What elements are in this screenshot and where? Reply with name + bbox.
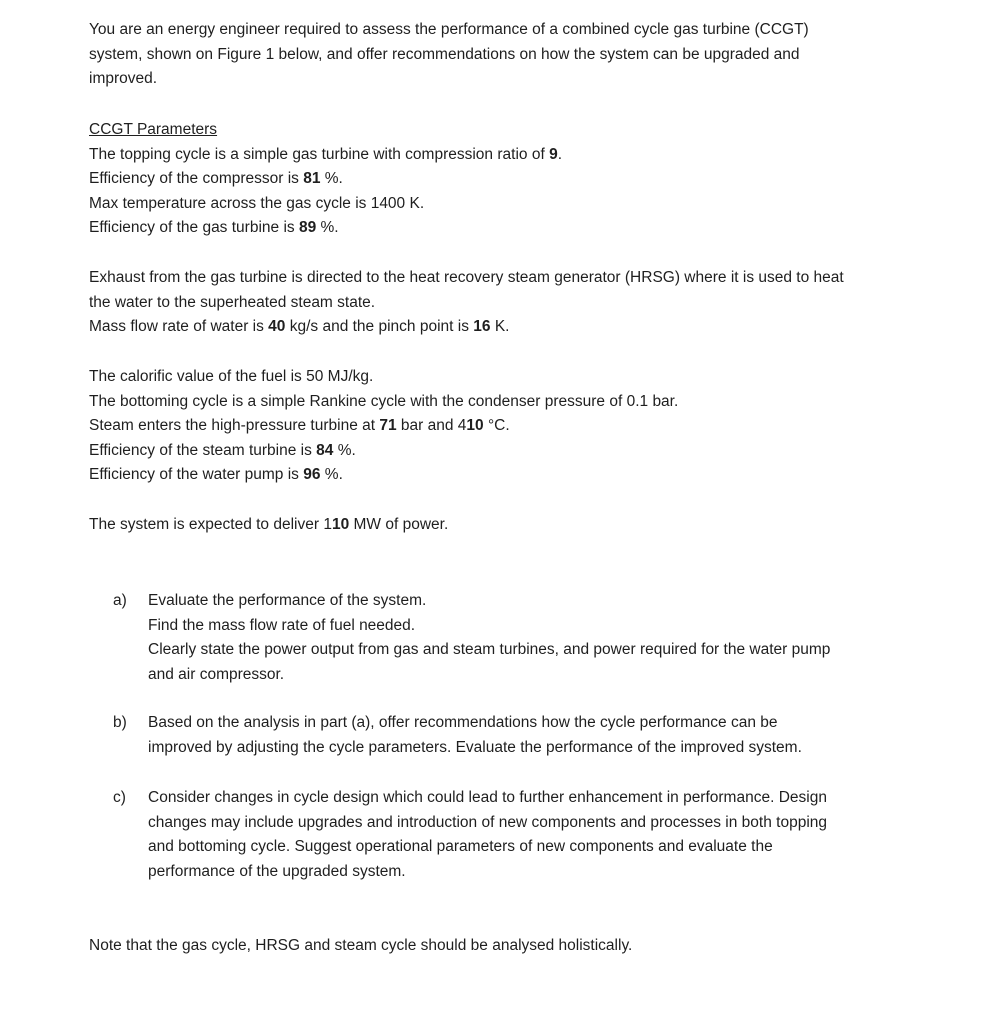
steam-turbine-efficiency-suffix: %. — [333, 441, 356, 459]
steam-temp-value: 10 — [466, 417, 484, 435]
gas-turbine-efficiency-value: 89 — [298, 219, 317, 237]
pump-efficiency-line — [89, 463, 909, 488]
compressor-efficiency-text: Efficiency of the compressor is — [89, 170, 304, 188]
question-label-a: a) — [113, 592, 127, 609]
pump-efficiency-value: 96 — [303, 466, 321, 484]
question-b — [148, 711, 928, 760]
pump-efficiency-text: Efficiency of the water pump is — [89, 466, 304, 484]
compression-ratio-line — [89, 143, 909, 168]
mass-flow-value: 40 — [268, 318, 286, 336]
intro-line: You are an energy engineer required to assess the performance of a combined cycle gas turbine (CCGT) — [89, 21, 809, 38]
hrsg-line: the water to the superheated steam state. — [89, 293, 376, 311]
note-line: Note that the gas cycle, HRSG and steam cycle should be analysed holistically. — [89, 937, 633, 954]
steam-turbine-efficiency-line — [89, 439, 909, 464]
power-value: 10 — [331, 516, 350, 533]
compression-ratio-suffix: . — [557, 145, 562, 163]
question-line: performance of the upgraded system. — [148, 862, 406, 880]
note-paragraph — [89, 934, 909, 959]
section-heading: CCGT Parameters — [89, 121, 218, 138]
question-line: and air compressor. — [148, 665, 285, 683]
pump-efficiency-suffix: %. — [320, 466, 343, 484]
question-line: Consider changes in cycle design which could lead to further enhancement in performance. Design — [148, 789, 827, 806]
pinch-point-text: kg/s and the pinch point is — [285, 318, 474, 336]
hrsg-paragraph — [89, 266, 909, 340]
question-a — [148, 589, 928, 687]
question-label-b: b) — [113, 714, 127, 731]
calorific-value-line: The calorific value of the fuel is 50 MJ/kg. — [89, 368, 374, 385]
question-line: Evaluate the performance of the system. — [148, 592, 427, 609]
pinch-point-suffix: K. — [490, 318, 510, 336]
steam-turbine-efficiency-value: 84 — [316, 441, 334, 459]
compressor-efficiency-suffix: %. — [320, 170, 343, 188]
steam-inlet-text: Steam enters the high-pressure turbine at — [89, 417, 380, 435]
question-line: Based on the analysis in part (a), offer recommendations how the cycle performance can be — [148, 714, 778, 731]
mass-flow-text: Mass flow rate of water is — [89, 318, 269, 336]
question-line: changes may include upgrades and introduction of new components and processes in both topping — [148, 813, 828, 831]
intro-line: improved. — [89, 70, 158, 88]
question-line: and bottoming cycle. Suggest operational parameters of new components and evaluate the — [148, 838, 773, 856]
gas-turbine-efficiency-line — [89, 216, 909, 241]
mass-flow-line — [89, 315, 909, 340]
ccgt-parameters-section — [89, 118, 909, 241]
steam-turbine-efficiency-text: Efficiency of the steam turbine is — [89, 441, 317, 459]
compression-ratio-text: The topping cycle is a simple gas turbine with compression ratio of — [89, 145, 550, 163]
question-line: improved by adjusting the cycle parameters. Evaluate the performance of the improved system. — [148, 738, 802, 756]
pinch-point-value: 16 — [473, 318, 491, 336]
bottoming-cycle-line: The bottoming cycle is a simple Rankine cycle with the condenser pressure of 0.1 bar. — [89, 392, 679, 410]
gas-turbine-efficiency-text: Efficiency of the gas turbine is — [89, 219, 299, 237]
compressor-efficiency-line — [89, 167, 909, 192]
power-requirement-paragraph — [89, 513, 909, 538]
question-label-c: c) — [113, 789, 126, 806]
gas-turbine-efficiency-suffix: %. — [316, 219, 339, 237]
max-temperature-line: Max temperature across the gas cycle is 1400 K. — [89, 194, 425, 212]
question-c — [148, 786, 928, 884]
steam-temp-text: bar and 4 — [396, 417, 467, 435]
intro-line: system, shown on Figure 1 below, and offer recommendations on how the system can be upgraded and — [89, 45, 800, 63]
fuel-bottoming-section — [89, 365, 909, 488]
compression-ratio-value: 9 — [549, 145, 558, 163]
steam-temp-suffix: °C. — [483, 417, 510, 435]
power-line — [89, 513, 909, 538]
question-line: Clearly state the power output from gas and steam turbines, and power required for the water pump — [148, 641, 831, 659]
compressor-efficiency-value: 81 — [303, 170, 321, 188]
steam-pressure-value: 71 — [379, 417, 397, 435]
intro-paragraph — [89, 18, 909, 92]
hrsg-line: Exhaust from the gas turbine is directed to the heat recovery steam generator (HRSG) where it is used to heat — [89, 269, 844, 286]
power-suffix: MW of power. — [349, 516, 449, 533]
question-line: Find the mass flow rate of fuel needed. — [148, 616, 416, 634]
power-text: The system is expected to deliver 1 — [89, 516, 332, 533]
steam-inlet-line — [89, 414, 909, 439]
